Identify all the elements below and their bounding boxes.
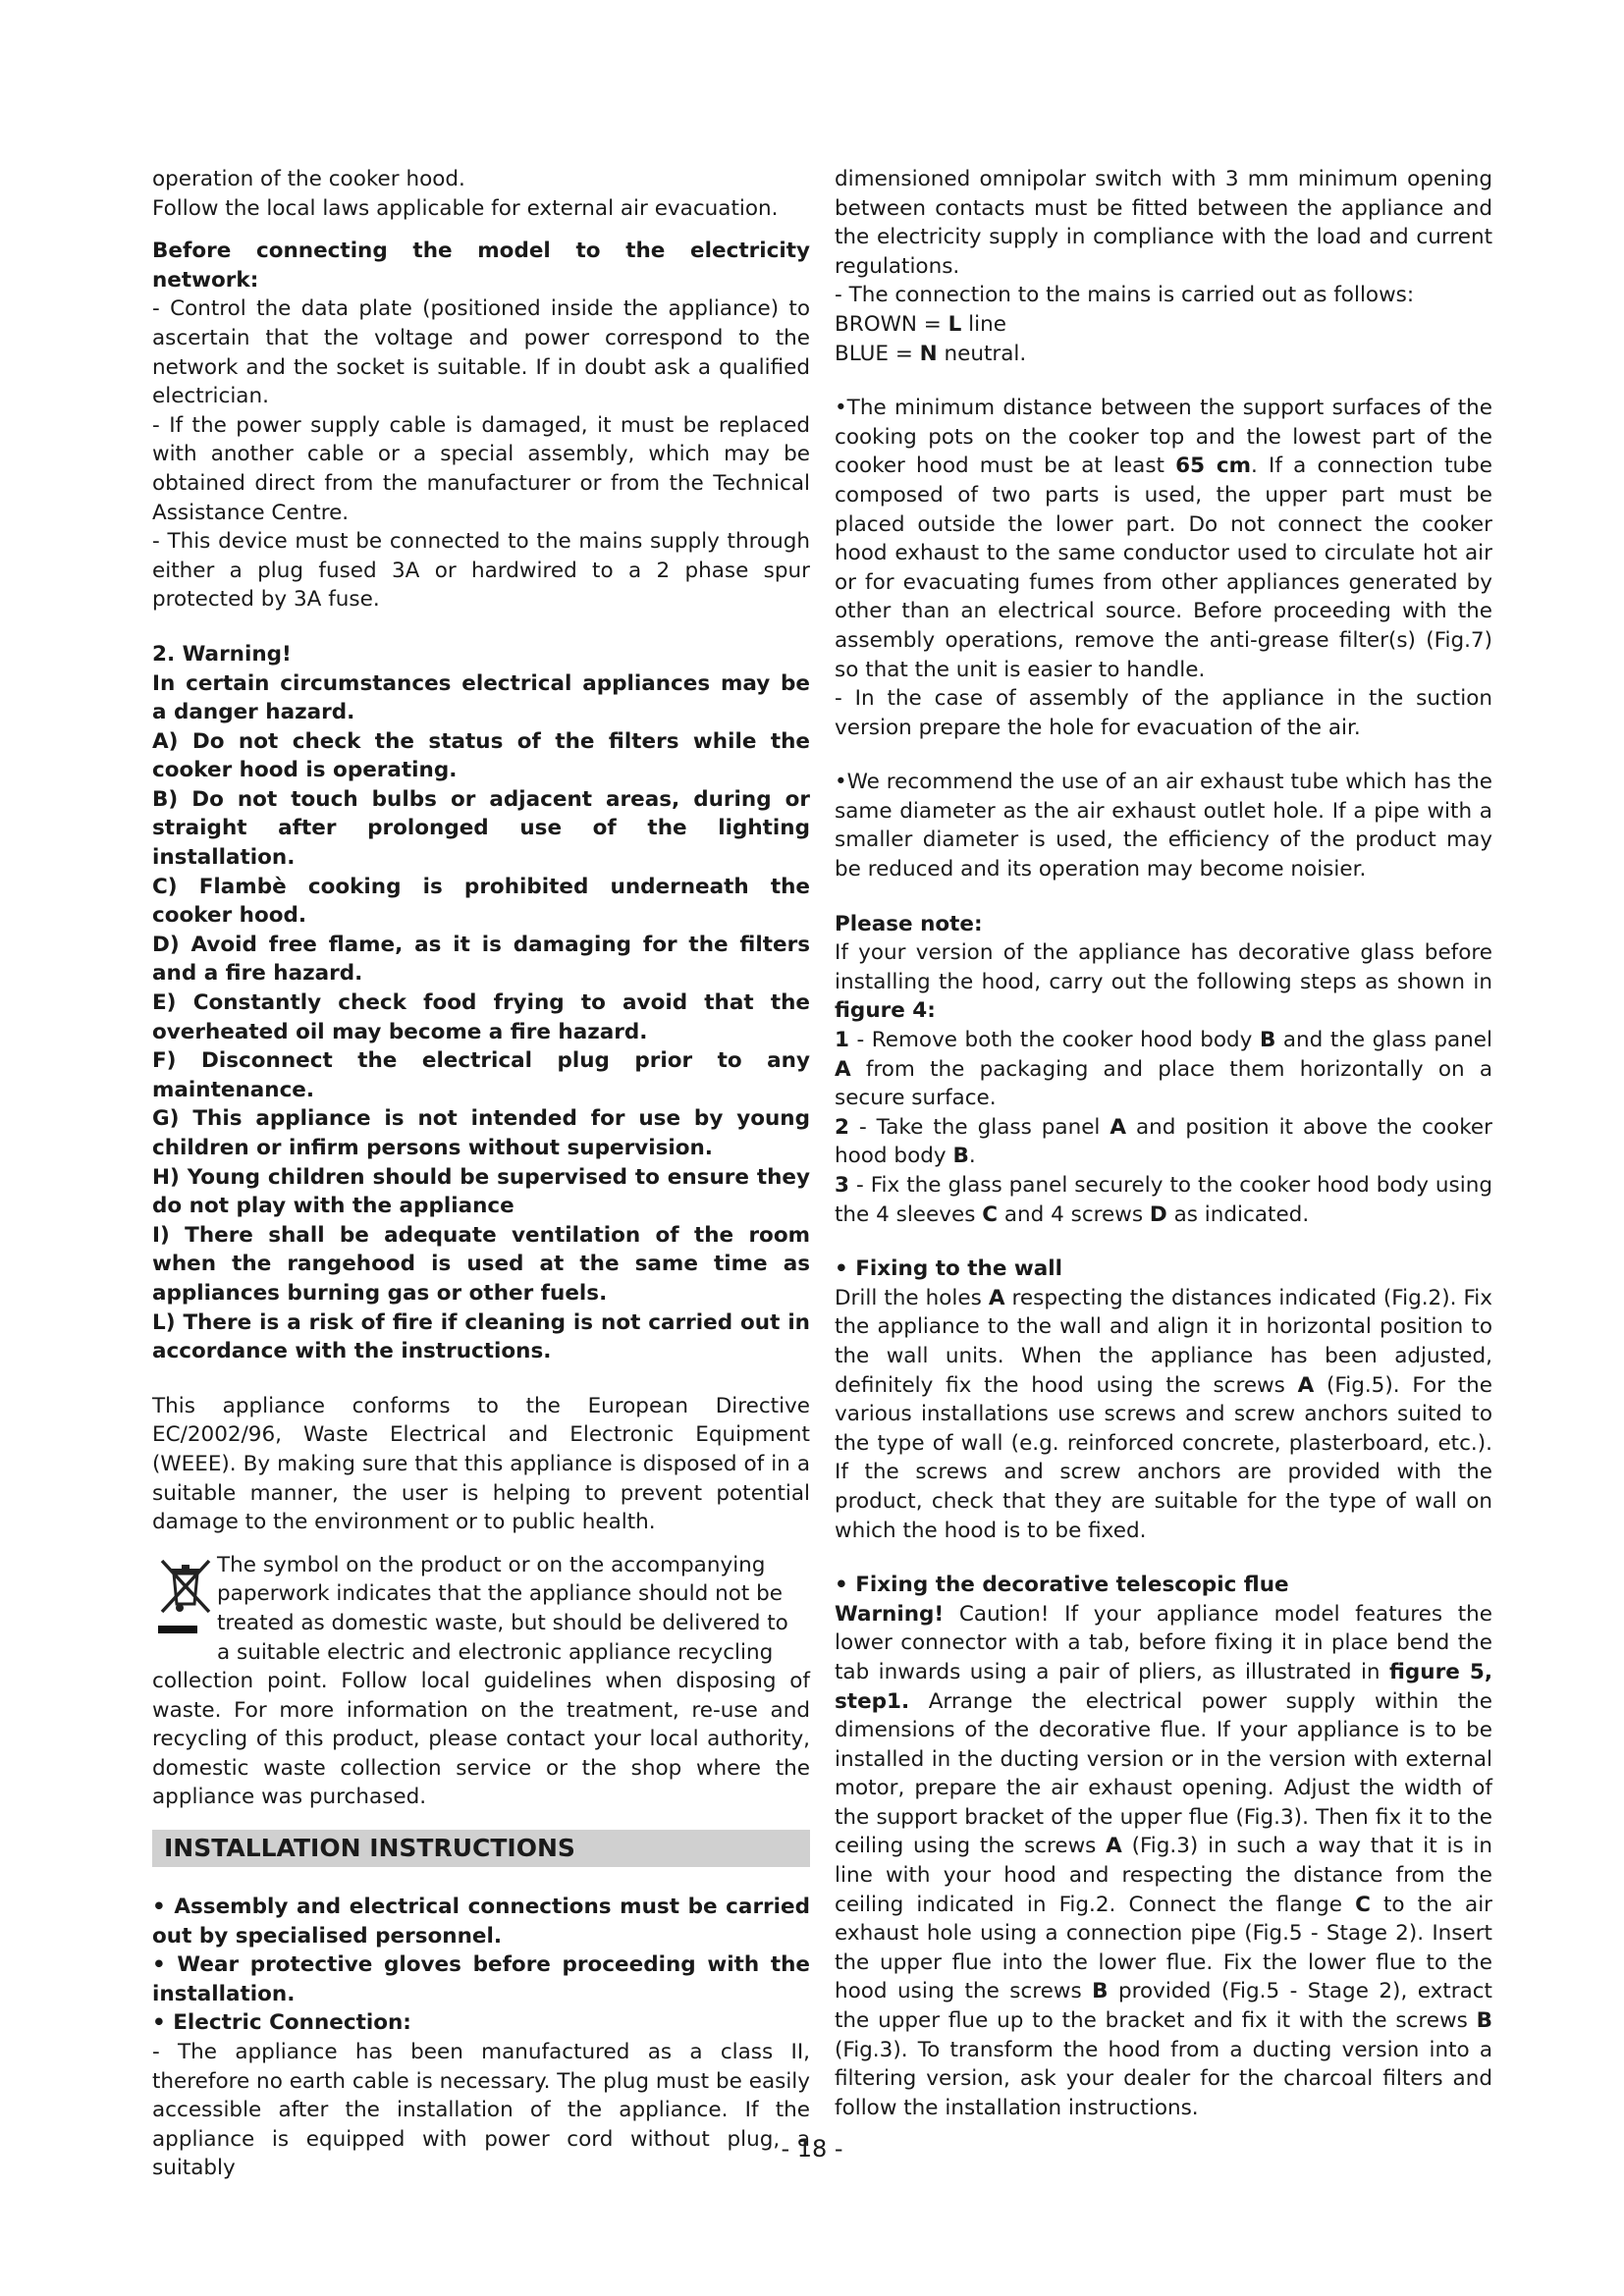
paragraph: - The appliance has been manufactured as a class II, therefore no earth cable is necessary. The plug must be easily accessible after the installation of the appliance. If the appliance is equipped with power cord without plug, a suitably [152,2040,810,2181]
section-heading: Before connecting the model to the electricity network: [152,239,810,293]
step-item: 1 - Remove both the cooker hood body B and the glass panel A from the packaging and place them horizontally on a secure surface. [835,1028,1492,1111]
paragraph: paperwork indicates that the appliance should not be [217,1581,784,1607]
warning-item: A) Do not check the status of the filters while the cooker hood is operating. [152,728,810,783]
weee-notice [152,1551,810,1812]
section-heading: Please note: [835,911,983,936]
paragraph: Follow the local laws applicable for external air evacuation. [152,195,779,221]
bullet-item: • Electric Connection: [152,2010,411,2036]
warning-item: H) Young children should be supervised to ensure they do not play with the appliance [152,1164,810,1219]
section-heading: 2. Warning! [152,641,292,667]
right-column [835,165,1492,2122]
step-item: 2 - Take the glass panel A and position it above the cooker hood body B. [835,1114,1492,1169]
wiring-brown: BROWN = L line [835,311,1006,337]
warning-item: F) Disconnect the electrical plug prior to any maintenance. [152,1048,810,1102]
paragraph: •The minimum distance between the support surfaces of the cooking pots on the cooker top and the lowest part of the cooker hood must be at least 65 cm. If a connection tube composed of two parts is used, the upper part must be placed outside the lower part. Do not connect the cooker hood exhaust to the same conductor used to circulate hot air or for evacuating fumes from other appliances generated by other than an electrical source. Before proceeding with the assembly operations, remove the anti-grease filter(s) (Fig.7) so that the unit is easier to handle. [835,396,1492,682]
warning-item: C) Flambè cooking is prohibited underneath the cooker hood. [152,874,810,929]
warning-item: E) Constantly check food frying to avoid that the overheated oil may become a fire hazard. [152,990,810,1044]
step-item: 3 - Fix the glass panel securely to the cooker hood body using the 4 sleeves C and 4 screws D as indicated. [835,1173,1492,1227]
warning-intro: In certain circumstances electrical appliances may be a danger hazard. [152,670,810,725]
paragraph: dimensioned omnipolar switch with 3 mm minimum opening between contacts must be fitted between the appliance and the electricity supply in compliance with the load and current regulations. [835,167,1492,279]
paragraph: Warning! Caution! If your appliance model features the lower connector with a tab, before fixing it in place bend the tab inwards using a pair of pliers, as illustrated in figure 5, step1. Arrange the electrical power supply within the dimensions of the decorative flue. If your appliance is to be installed in the ducting version or in the version with external motor, prepare the air exhaust opening. Adjust the width of the support bracket of the upper flue (Fig.3). Then fix it to the ceiling using the screws A (Fig.3) in such a way that it is in line with your hood and respecting the distance from the ceiling indicated in Fig.2. Connect the flange C to the air exhaust hole using a connection pipe (Fig.5 - Stage 2). Insert the upper flue into the lower flue. Fix the lower flue to the hood using the screws B provided (Fig.5 - Stage 2), extract the upper flue up to the bracket and fix it with the screws B (Fig.3). To transform the hood from a ducting version into a filtering version, ask your dealer for the charcoal filters and follow the installation instructions. [835,1601,1493,2120]
warning-item: L) There is a risk of fire if cleaning is not carried out in accordance with the instructions. [152,1309,810,1364]
paragraph: treated as domestic waste, but should be delivered to [217,1610,788,1635]
paragraph: Drill the holes A respecting the distances indicated (Fig.2). Fix the appliance to the wall and align it in horizontal position to the wall units. When the appliance has been adjusted, definitely fix the hood using the screws A (Fig.5). For the various installations use screws and screw anchors suited to the type of wall (e.g. reinforced concrete, plasterboard, etc.). If the screws and screw anchors are provided with the product, check that they are suitable for the type of wall on which the hood is to be fixed. [835,1285,1492,1543]
paragraph: The symbol on the product or on the accompanying [217,1552,766,1577]
page-number: - 18 - [781,2135,843,2163]
paragraph: •We recommend the use of an air exhaust tube which has the same diameter as the air exhaust outlet hole. If a pipe with a smaller diameter is used, the efficiency of the product may be reduced and its operation may become noisier. [835,770,1492,882]
left-column [152,165,810,2183]
paragraph: - If the power supply cable is damaged, it must be replaced with another cable or a special assembly, which may be obtained direct from the manufacturer or from the Technical Assistance Centre. [152,412,810,525]
warning-item: D) Avoid free flame, as it is damaging for the filters and a fire hazard. [152,932,810,987]
installation-header: INSTALLATION INSTRUCTIONS [152,1830,810,1867]
warning-item: G) This appliance is not intended for use by young children or infirm persons without supervision. [152,1106,810,1160]
paragraph: This appliance conforms to the European Directive EC/2002/96, Waste Electrical and Electronic Equipment (WEEE). By making sure that this appliance is disposed of in a suitable manner, the user is helping to prevent potential damage to the environment or to public health. [152,1393,810,1535]
paragraph: - Control the data plate (positioned inside the appliance) to ascertain that the voltage and power correspond to the network and the socket is suitable. If in doubt ask a qualified electrician. [152,296,810,409]
wiring-blue: BLUE = N neutral. [835,341,1027,366]
warning-item: I) There shall be adequate ventilation of the room when the rangehood is used at the same time as appliances burning gas or other fuels. [152,1222,810,1306]
paragraph: - In the case of assembly of the appliance in the suction version prepare the hole for evacuation of the air. [835,686,1492,740]
paragraph: operation of the cooker hood. [152,167,465,191]
warning-item: B) Do not touch bulbs or adjacent areas, during or straight after prolonged use of the lighting installation. [152,786,810,871]
paragraph: - The connection to the mains is carried out as follows: [835,283,1415,308]
paragraph: a suitable electric and electronic appliance recycling [217,1639,774,1665]
bullet-item: • Wear protective gloves before proceeding with the installation. [152,1952,810,2006]
section-heading: • Fixing to the wall [835,1256,1062,1282]
section-heading: • Fixing the decorative telescopic flue [835,1573,1289,1598]
paragraph: - This device must be connected to the mains supply through either a plug fused 3A or hardwired to a 2 phase spur protected by 3A fuse. [152,529,810,613]
paragraph: collection point. Follow local guidelines when disposing of waste. For more information on the treatment, re-use and recycling of this product, please contact your local authority, domestic waste collection service or the shop where the appliance was purchased. [152,1669,810,1810]
crossed-out-wheelie-bin-icon [154,1555,217,1639]
paragraph: If your version of the appliance has decorative glass before installing the hood, carry out the following steps as shown in figure 4: [835,940,1492,1024]
bullet-item: • Assembly and electrical connections must be carried out by specialised personnel. [152,1895,810,1949]
